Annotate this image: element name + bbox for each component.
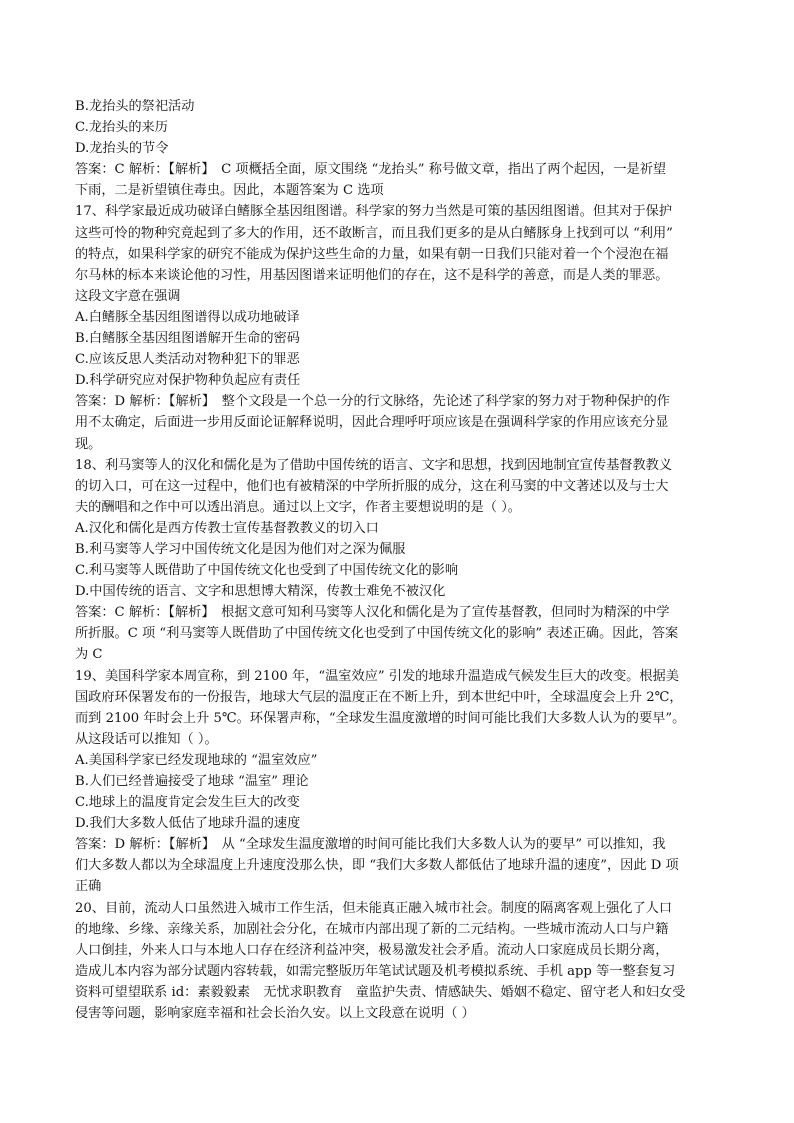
answer-line: 答案：C 解析：【解析】 根据文意可知利马窦等人汉化和儒化是为了宣传基督教，但同时为精深的中学 (75, 605, 670, 621)
option-b: B.龙抬头的祭祀活动 (75, 99, 195, 114)
answer-line: 正确 (75, 879, 102, 895)
option-d: D.我们大多数人低估了地球升温的速度 (75, 816, 301, 832)
question-20-text: 造成儿本内容为部分试题内容转载，如需完整版历年笔试试题及机考模拟系统、手机 app 等一整套复习 (75, 963, 676, 979)
answer-line: 答案：D 解析：【解析】 从 “全球发生温度激增的时间可能比我们大多数人认为的要早” 可以推知，我 (75, 837, 666, 853)
answer-line: 用不太确定，后面进一步用反面论证解释说明，因此合理呼吁项应该是在强调科学家的作用应该充分显 (75, 415, 669, 431)
answer-line: 现。 (75, 436, 102, 452)
document-page (75, 96, 721, 1024)
answer-line: 所折服。C 项 “利马窦等人既借助了中国传统文化也受到了中国传统文化的影响” 表述正确。因此，答案 (75, 626, 679, 642)
option-b: B.利马窦等人学习中国传统文化是因为他们对之深为佩服 (75, 541, 406, 557)
question-17-prompt: 这段文字意在强调 (75, 288, 181, 304)
question-20-text: 的地缘、乡缘、亲缘关系，加剧社会分化，在城市内部出现了新的二元结构。一些城市流动人口与户籍 (75, 921, 669, 937)
question-18: 18、利马窦等人的汉化和儒化是为了借助中国传统的语言、文字和思想，找到因地制宜宣传基督教教义 (75, 457, 673, 473)
question-20-text: 人口倒挂，外来人口与本地人口存在经济利益冲突，极易激发社会矛盾。流动人口家庭成员长期分离， (75, 942, 669, 958)
question-19-text: 而到 2100 年时会上升 5℃。环保署声称，“全球发生温度激增的时间可能比我们大多数人认为的要早”。 (75, 710, 686, 726)
question-17-text: 尔马林的标本来谈论他的习性，用基因图谱来证明他们的存在，这不是科学的善意，而是人类的罪恶。 (75, 267, 669, 283)
option-d: D.中国传统的语言、文字和思想博大精深，传教士难免不被汉化 (75, 584, 446, 600)
question-17-text: 这些可怜的物种究竟起到了多大的作用，还不敢断言，而且我们更多的是从白鳍豚身上找到可以 “利用” (75, 225, 673, 241)
option-b: B.白鳍豚全基因组图谱解开生命的密码 (75, 331, 300, 347)
question-20-text: 侵害等问题，影响家庭幸福和社会长治久安。以上文段意在说明（ ） (75, 1006, 475, 1022)
answer-line: 答案：C 解析：【解析】 C 项概括全面，原文围绕 “龙抬头” 称号做文章，指出了两个起因，一是祈望 (75, 162, 667, 178)
option-a: A.汉化和儒化是西方传教士宣传基督教教义的切入口 (75, 520, 379, 536)
question-18-text: 夫的酬唱和之作中可以透出消息。通过以上文字，作者主要想说明的是（ ）。 (75, 499, 521, 515)
question-19: 19、美国科学家本周宣称，到 2100 年，“温室效应” 引发的地球升温造成气候发生巨大的改变。根据美 (75, 668, 679, 684)
question-19-text: 国政府环保署发布的一份报告，地球大气层的温度正在不断上升，到本世纪中叶，全球温度会上升 2℃， (75, 689, 683, 705)
answer-line: 下雨，二是祈望镇住毒虫。因此，本题答案为 C 选项 (75, 183, 384, 199)
option-a: A.美国科学家已经发现地球的 “温室效应” (75, 752, 318, 768)
option-c: C.应该反思人类活动对物种犯下的罪恶 (75, 352, 300, 368)
question-17-text: 的特点，如果科学家的研究不能成为保护这些生命的力量，如果有朝一日我们只能对着一个个浸泡在福 (75, 246, 669, 262)
option-b: B.人们已经普遍接受了地球 “温室” 理论 (75, 774, 309, 789)
option-c: C.龙抬头的来历 (75, 120, 168, 136)
question-19-prompt: 从这段话可以推知（ ）。 (75, 731, 218, 747)
answer-line: 答案：D 解析：【解析】 整个文段是一个总一分的行文脉络，先论述了科学家的努力对于物种保护的作 (75, 394, 670, 410)
question-17: 17、科学家最近成功破译白鳍豚全基因组图谱。科学家的努力当然是可策的基因组图谱。但其对于保护 (75, 204, 673, 220)
question-20-text: 资料可望望联系 id：素毅毅素 无忧求职教育 童监护失责、情感缺失、婚姻不稳定、留守老人和妇女受 (75, 984, 686, 1000)
option-d: D.龙抬头的节令 (75, 141, 169, 157)
question-20: 20、目前，流动人口虽然进入城市工作生活，但未能真正融入城市社会。制度的隔离客观上强化了人口 (75, 900, 673, 916)
option-c: C.利马窦等人既借助了中国传统文化也受到了中国传统文化的影响 (75, 563, 459, 579)
answer-line: 们大多数人都以为全球温度上升速度没那么快，即 “我们大多数人都低估了地球升温的速度”，因此 D 项 (75, 858, 679, 874)
option-c: C.地球上的温度肯定会发生巨大的改变 (75, 795, 300, 811)
answer-line: 为 C (75, 647, 103, 663)
option-d: D.科学研究应对保护物种负起应有责任 (75, 373, 301, 389)
option-a: A.白鳍豚全基因组图谱得以成功地破译 (75, 309, 300, 325)
question-18-text: 的切入口，可在这一过程中，他们也有被精深的中学所折服的成分，这在利马窦的中文著述以及与士大 (75, 478, 669, 494)
